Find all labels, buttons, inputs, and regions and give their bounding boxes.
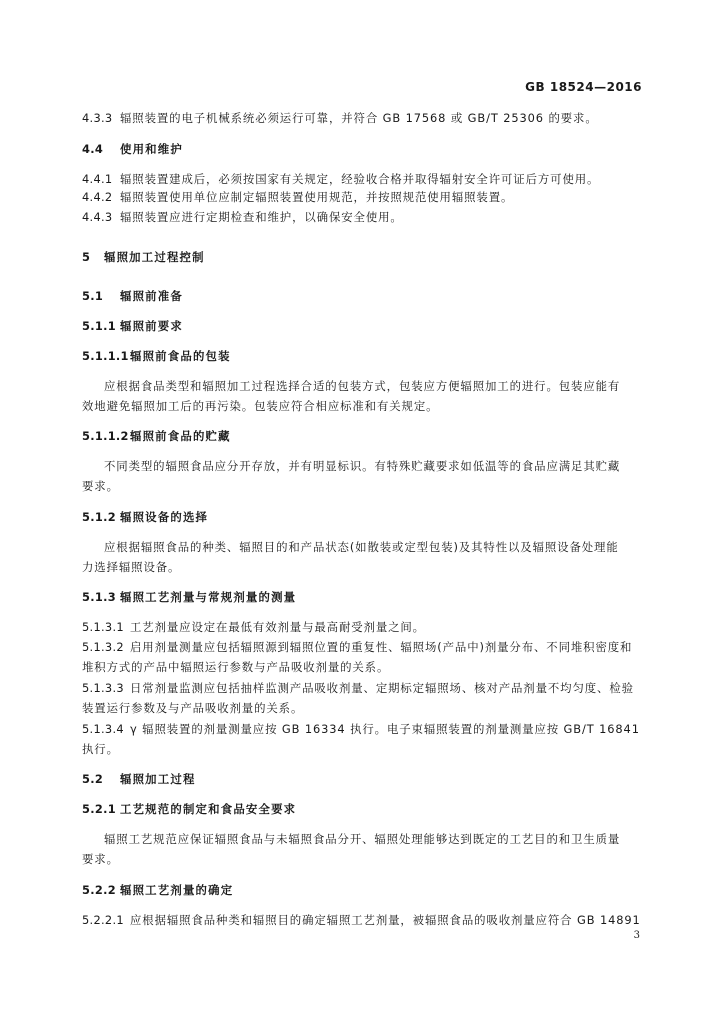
clause-5-1-3-3 [82,680,642,696]
section-number: 5.1.2 [82,510,116,524]
section-number: 5.1.1 [82,319,116,333]
paragraph-line: 效地避免辐照加工后的再污染。包装应符合相应标准和有关规定。 [82,399,439,413]
section-number: 5.1.3 [82,590,116,604]
section-number: 5.2.1 [82,802,116,816]
standard-code: GB 18524—2016 [525,80,642,94]
page-number: 3 [633,930,640,941]
section-5-1-3-heading [82,589,642,605]
chapter-title: 辐照加工过程控制 [104,250,205,264]
section-5-1-heading [82,288,642,304]
clause-number: 5.1.3.2 [82,640,124,654]
clause-4-3-3 [82,110,642,126]
clause-4-4-3 [82,209,642,225]
section-4-4-heading [82,141,642,157]
paragraph-line: 要求。 [82,852,119,866]
section-number: 5.2 [82,772,104,786]
clause-number: 4.4.1 [82,172,113,186]
section-title: 辐照前准备 [120,289,183,303]
paragraph-line: 要求。 [82,479,119,493]
section-title: 辐照设备的选择 [120,510,209,524]
clause-number: 4.4.2 [82,190,113,204]
section-title: 使用和维护 [120,142,183,156]
paragraph-line: 应根据食品类型和辐照加工过程选择合适的包装方式，包装应方便辐照加工的进行。包装应能有 [104,379,621,393]
clause-number: 5.1.3.1 [82,620,124,634]
paragraph-line: 装置运行参数及与产品吸收剂量的关系。 [82,701,304,715]
section-5-2-2-heading [82,882,642,898]
section-5-1-1-1-heading [82,348,642,364]
section-number: 5.2.2 [82,883,116,897]
section-title: 辐照加工过程 [120,772,196,786]
clause-4-4-1 [82,171,642,187]
clause-text: γ 辐照装置的剂量测量应按 GB 16334 执行。电子束辐照装置的剂量测量应按 GB/T 16841 [130,722,640,736]
paragraph-line: 不同类型的辐照食品应分开存放，并有明显标识。有特殊贮藏要求如低温等的食品应满足其贮藏 [104,459,621,473]
clause-5-1-3-1 [82,619,642,635]
section-5-2-heading [82,771,642,787]
section-number: 5.1.1.1 [82,349,129,363]
clause-text: 辐照装置使用单位应制定辐照装置使用规范，并按照规范使用辐照装置。 [120,190,514,204]
section-title: 辐照前要求 [120,319,183,333]
paragraph-line: 堆积方式的产品中辐照运行参数与产品吸收剂量的关系。 [82,660,390,674]
section-number: 4.4 [82,142,104,156]
section-title: 辐照前食品的包装 [130,349,231,363]
clause-text: 工艺剂量应设定在最低有效剂量与最高耐受剂量之间。 [130,620,425,634]
section-5-2-1-heading [82,801,642,817]
clause-number: 5.2.2.1 [82,913,124,927]
clause-text: 应根据辐照食品种类和辐照目的确定辐照工艺剂量，被辐照食品的吸收剂量应符合 GB 14891 [130,913,641,927]
clause-text: 辐照装置应进行定期检查和维护，以确保安全使用。 [120,210,403,224]
clause-number: 5.1.3.3 [82,681,124,695]
clause-5-2-2-1 [82,912,642,928]
clause-text: 辐照装置的电子机械系统必须运行可靠，并符合 GB 17568 或 GB/T 25306 的要求。 [120,111,598,125]
section-title: 工艺规范的制定和食品安全要求 [120,802,297,816]
clause-number: 5.1.3.4 [82,722,124,736]
clause-5-1-3-4 [82,721,642,737]
section-5-1-1-heading [82,318,642,334]
clause-4-4-2 [82,189,642,205]
clause-number: 4.3.3 [82,111,113,125]
paragraph-line: 辐照工艺规范应保证辐照食品与未辐照食品分开、辐照处理能够达到既定的工艺目的和卫生质量 [104,832,621,846]
chapter-number: 5 [82,250,91,264]
section-number: 5.1 [82,289,104,303]
chapter-5-heading [82,249,642,265]
clause-text: 辐照装置建成后，必须按国家有关规定，经验收合格并取得辐射安全许可证后方可使用。 [120,172,600,186]
paragraph-line: 执行。 [82,742,119,756]
section-title: 辐照前食品的贮藏 [130,429,231,443]
section-5-1-2-heading [82,509,642,525]
clause-number: 4.4.3 [82,210,113,224]
paragraph-line: 力选择辐照设备。 [82,560,181,574]
section-number: 5.1.1.2 [82,429,129,443]
paragraph-line: 应根据辐照食品的种类、辐照目的和产品状态(如散装或定型包装)及其特性以及辐照设备处理能 [104,540,619,554]
section-title: 辐照工艺剂量与常规剂量的测量 [120,590,297,604]
section-title: 辐照工艺剂量的确定 [120,883,234,897]
section-5-1-1-2-heading [82,428,642,444]
clause-text: 日常剂量监测应包括抽样监测产品吸收剂量、定期标定辐照场、核对产品剂量不均匀度、检验 [130,681,634,695]
clause-5-1-3-2 [82,639,642,655]
clause-text: 启用剂量测量应包括辐照源到辐照位置的重复性、辐照场(产品中)剂量分布、不同堆积密度和 [130,640,633,654]
